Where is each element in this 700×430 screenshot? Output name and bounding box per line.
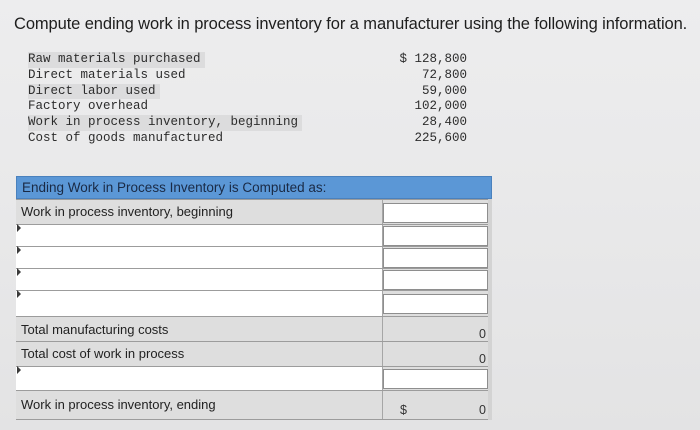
currency-symbol: $ [400, 403, 407, 417]
item-amount-input-2[interactable] [383, 248, 488, 268]
row-label: Total manufacturing costs [21, 322, 169, 337]
wip-ending-value: 0 [479, 403, 486, 417]
row-marker-icon [17, 224, 21, 232]
table-row-blank-5 [16, 366, 492, 390]
table-row-total-cost-wip [16, 341, 492, 366]
given-value: 59,000 [421, 83, 467, 98]
given-row-raw-materials [28, 52, 470, 68]
given-data-list [28, 52, 470, 147]
question-text: Compute ending work in process inventory for a manufacturer using the following information. [14, 15, 688, 33]
total-cost-wip-value: 0 [479, 352, 486, 366]
given-row-cogm [28, 131, 470, 147]
given-row-direct-materials [28, 68, 470, 84]
item-amount-input-1[interactable] [383, 226, 488, 246]
item-label-input-3[interactable] [16, 269, 383, 290]
item-label-input-4[interactable] [16, 291, 383, 316]
given-label: Raw materials purchased [28, 52, 205, 68]
wip-computation-table [16, 176, 492, 420]
given-row-factory-overhead [28, 99, 470, 115]
row-label: Work in process inventory, beginning [21, 204, 233, 219]
given-value: 28,400 [421, 115, 467, 130]
table-row-blank-1 [16, 224, 492, 246]
table-row-blank-2 [16, 246, 492, 268]
given-label: Work in process inventory, beginning [28, 115, 302, 131]
row-label: Total cost of work in process [21, 346, 185, 361]
item-amount-input-4[interactable] [383, 294, 488, 314]
table-row-wip-ending [16, 390, 492, 420]
total-manufacturing-value: 0 [479, 327, 486, 341]
table-header-title: Ending Work in Process Inventory is Computed as: [22, 180, 327, 195]
given-value: 225,600 [414, 130, 467, 145]
given-value: 72,800 [421, 67, 467, 82]
table-row-total-manufacturing [16, 316, 492, 341]
row-marker-icon [17, 366, 21, 374]
table-header [16, 176, 492, 199]
table-row-blank-3 [16, 268, 492, 290]
given-label: Direct materials used [28, 67, 186, 82]
given-value: 102,000 [414, 99, 467, 114]
given-row-wip-beginning [28, 115, 470, 131]
given-label: Direct labor used [28, 84, 160, 100]
given-row-direct-labor [28, 84, 470, 100]
item-amount-input-3[interactable] [383, 270, 488, 290]
row-marker-icon [17, 246, 21, 254]
given-label: Factory overhead [28, 99, 149, 114]
row-marker-icon [17, 268, 21, 276]
table-right-edge [488, 199, 492, 420]
given-value: $ 128,800 [399, 52, 467, 66]
given-label: Cost of goods manufactured [28, 130, 224, 145]
item-label-input-2[interactable] [16, 247, 383, 268]
item-label-input-1[interactable] [16, 225, 383, 246]
wip-beginning-amount-input[interactable] [383, 203, 488, 223]
item-label-input-5[interactable] [16, 367, 383, 390]
table-row-wip-beginning [16, 199, 492, 224]
table-row-blank-4 [16, 290, 492, 316]
row-label: Work in process inventory, ending [21, 397, 216, 412]
row-marker-icon [17, 290, 21, 298]
item-amount-input-5[interactable] [383, 369, 488, 389]
